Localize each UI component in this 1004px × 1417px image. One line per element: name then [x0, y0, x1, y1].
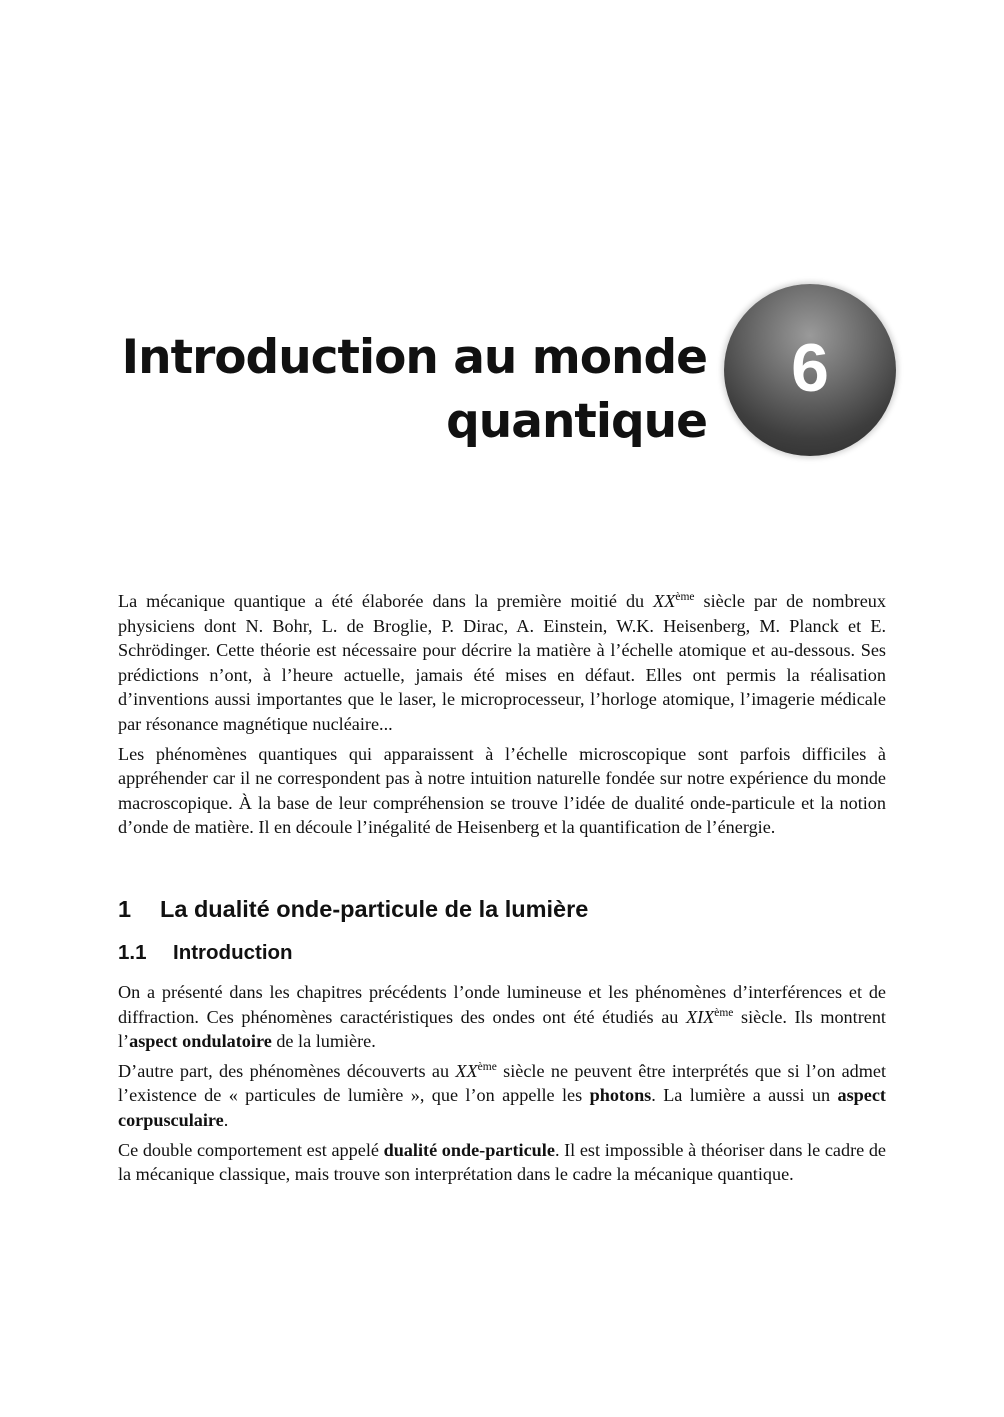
subsection-heading-1-1 [118, 939, 293, 967]
subsection-body [118, 980, 886, 1192]
chapter-title [67, 326, 707, 454]
s1-p1-text-c: de la lumière. [271, 1031, 376, 1052]
section-number: 1 [118, 896, 132, 922]
section-paragraph-3 [118, 1138, 886, 1187]
section-paragraph-1 [118, 980, 886, 1054]
s1-p2-text-d: . [223, 1109, 229, 1130]
intro-paragraph-1 [118, 589, 886, 737]
chapter-introduction [118, 589, 886, 845]
century-xx: XX [455, 1060, 478, 1081]
s1-p2-text-c: . La lumière a aussi un [651, 1085, 838, 1106]
term-photons: photons [589, 1085, 652, 1106]
subsection-number: 1.1 [118, 941, 147, 964]
chapter-title-line-2: quantique [446, 394, 707, 449]
section-title: La dualité onde-particule de la lumière [160, 896, 589, 922]
term-aspect-ondulatoire: aspect ondulatoire [129, 1031, 272, 1052]
chapter-number: 6 [791, 330, 829, 406]
century-xix: XIX [685, 1006, 715, 1027]
term-aspect-corpusculaire: aspect corpusculaire [118, 1085, 886, 1130]
s1-p3-text-b: . Il est impossible à théoriser dans le cadre de la mécanique classique, mais trouve son interprétation dans le cadre la mécanique quantique. [118, 1139, 887, 1185]
chapter-number-badge [724, 284, 896, 456]
ordinal-suffix: ème [714, 1006, 734, 1019]
intro-p1-text-b: siècle par de nombreux physiciens dont N. Bohr, L. de Broglie, P. Dirac, A. Einstein, W.K. Heisenberg, M. Planck et E. Schrödinger. Cette théorie est nécessaire pour décrire la matière à l’échelle atomique et au-dessous. Ses prédictions n’ont, à l’heure actuelle, jamais été mises en défaut. Elles ont permis la réalisation d’inventions aussi importantes que le laser, le microprocesseur, l’horloge atomique, l’imagerie médicale par résonance magnétique nucléaire... [118, 591, 886, 734]
subsection-title: Introduction [173, 941, 293, 964]
term-dualite-onde-particule: dualité onde-particule [383, 1139, 555, 1160]
chapter-title-line-1: Introduction au monde [121, 330, 707, 385]
century-xx: XX [653, 591, 676, 611]
s1-p2-text-b: siècle ne peuvent être interprétés que si l’on admet l’existence de « particules de lumière », que l’on appelle les [118, 1060, 887, 1106]
s1-p2-text-a: D’autre part, des phénomènes découverts au [118, 1060, 456, 1081]
intro-p1-text-a: La mécanique quantique a été élaborée dans la première moitié du [118, 591, 654, 611]
intro-paragraph-2: Les phénomènes quantiques qui apparaissent à l’échelle microscopique sont parfois difficiles à appréhender car il ne correspondent pas à notre intuition naturelle fondée sur notre expérience du monde macroscopique. À la base de leur compréhension se trouve l’idée de dualité onde-particule et la notion d’onde de matière. Il en découle l’inégalité de Heisenberg et la quantification de l’énergie. [118, 743, 886, 838]
section-heading-1 [118, 894, 588, 924]
s1-p1-text-b: siècle. Ils montrent l’ [118, 1006, 886, 1052]
section-paragraph-2 [118, 1059, 886, 1133]
ordinal-suffix: ème [477, 1060, 497, 1073]
s1-p3-text-a: Ce double comportement est appelé [118, 1139, 384, 1160]
ordinal-suffix: ème [675, 591, 695, 603]
s1-p1-text-a: On a présenté dans les chapitres précédents l’onde lumineuse et les phénomènes d’interférences et de diffraction. Ces phénomènes caractéristiques des ondes ont été étudiés au [118, 982, 886, 1027]
